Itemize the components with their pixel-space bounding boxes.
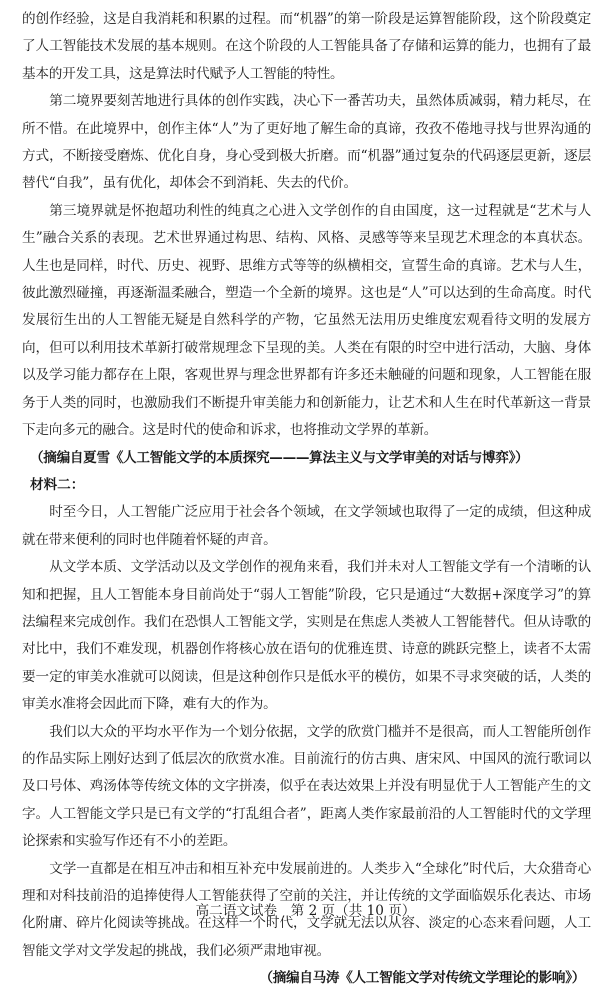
- paragraph-material2-1: 时至今日，人工智能广泛应用于社会各个领域，在文学领域也取得了一定的成绩，但这种成就在带来便利的同时也伴随着怀疑的声音。: [22, 504, 591, 548]
- paragraph-continued: 的创作经验，这是自我消耗和积累的过程。而“机器”的第一阶段是运算智能阶段，这个阶段奠定了人工智能技术发展的基本规则。在这个阶段的人工智能具备了存储和运算的能力，也拥有了最基本的开发工具，这是算法时代赋予人工智能的特性。: [22, 11, 591, 82]
- source-citation-2: （摘编自马涛《人工智能文学对传统文学理论的影响》）: [259, 970, 585, 987]
- material-2-heading: 材料二：: [30, 476, 85, 493]
- paragraph-third-realm: 第三境界就是怀抱超功利性的纯真之心进入文学创作的自由国度，这一过程就是“艺术与人生”融合关系的表现。艺术世界通过构思、结构、风格、灵感等等来呈现艺术理念的本真状态。人生也是同样，时代、历史、视野、思维方式等等的纵横相交，宣誓生命的真谛。艺术与人生，彼此激烈碰撞，再逐渐温柔融合，塑造一个全新的境界。这也是“人”可以达到的生命高度。时代发展衍生出的人工智能无疑是自然科学的产物，它虽然无法用历史维度宏观看待文明的发展方向，但可以利用技术革新打破常规理念下呈现的美。人类在有限的时空中进行活动，大脑、身体以及学习能力都存在上限，客观世界与理念世界都有许多还未触碰的问题和现象，人工智能在服务于人类的同时，也激励我们不断提升审美能力和创新能力，让艺术和人生在时代革新这一背景下走向多元的融合。这是时代的使命和诉求，也将推动文学界的革新。: [22, 202, 591, 439]
- paragraph-material2-3: 我们以大众的平均水平作为一个划分依据，文学的欣赏门槛并不是很高，而人工智能所创作的作品实际上刚好达到了低层次的欣赏水准。目前流行的仿古典、唐宋风、中国风的流行歌词以及口号体、鸡汤体等传统文体的文字拼凑，似乎在表达效果上并没有明显优于人工智能产生的文字。人工智能文学只是已有文学的“打乱组合者”，距离人类作家最前沿的人工智能时代的文学理论探索和实验写作还有不小的差距。: [22, 723, 591, 850]
- paragraph-material2-4: 文学一直都是在相互冲击和相互补充中发展前进的。人类步入“全球化”时代后，大众猎奇心理和对科技前沿的追捧使得人工智能获得了空前的关注，并让传统的文学面临娱乐化表达、市场化附庸、碎片化阅读等挑战。在这样一个时代，文学就无法以从容、淡定的心态来看问题，人工智能文学对文学发起的挑战，我们必须严肃地审视。: [22, 860, 591, 959]
- source-citation-1: （摘编自夏雪《人工智能文学的本质探究———算法主义与文学审美的对话与博弈》）: [30, 449, 529, 466]
- paragraph-material2-2: 从文学本质、文学活动以及文学创作的视角来看，我们并未对人工智能文学有一个清晰的认知和把握，且人工智能本身目前尚处于“弱人工智能”阶段，它只是通过“大数据+深度学习”的算法编程来完成创作。我们在恐惧人工智能文学，实则是在焦虑人类被人工智能替代。但从诗歌的对比中，我们不难发现，机器创作将核心放在语句的优雅连贯、诗意的跳跃完整上，读者不太需要一定的审美水准就可以阅读，但是这种创作只是低水平的模仿，如果不寻求突破的话，人类的审美水准将会因此而下降，难有大的作为。: [22, 559, 591, 713]
- page-footer: 高二语文试卷 第 2 页（共 10 页）: [195, 903, 416, 919]
- paragraph-second-realm: 第二境界要刻苦地进行具体的创作实践，决心下一番苦功夫，虽然体质减弱，精力耗尽，在所不惜。在此境界中，创作主体“人”为了更好地了解生命的真谛，孜孜不倦地寻找与世界沟通的方式，不断接受磨炼、优化自身，身心受到极大折磨。而“机器”通过复杂的代码逐层更新，逐层替代“自我”，虽有优化，却体会不到消耗、失去的代价。: [22, 93, 591, 192]
